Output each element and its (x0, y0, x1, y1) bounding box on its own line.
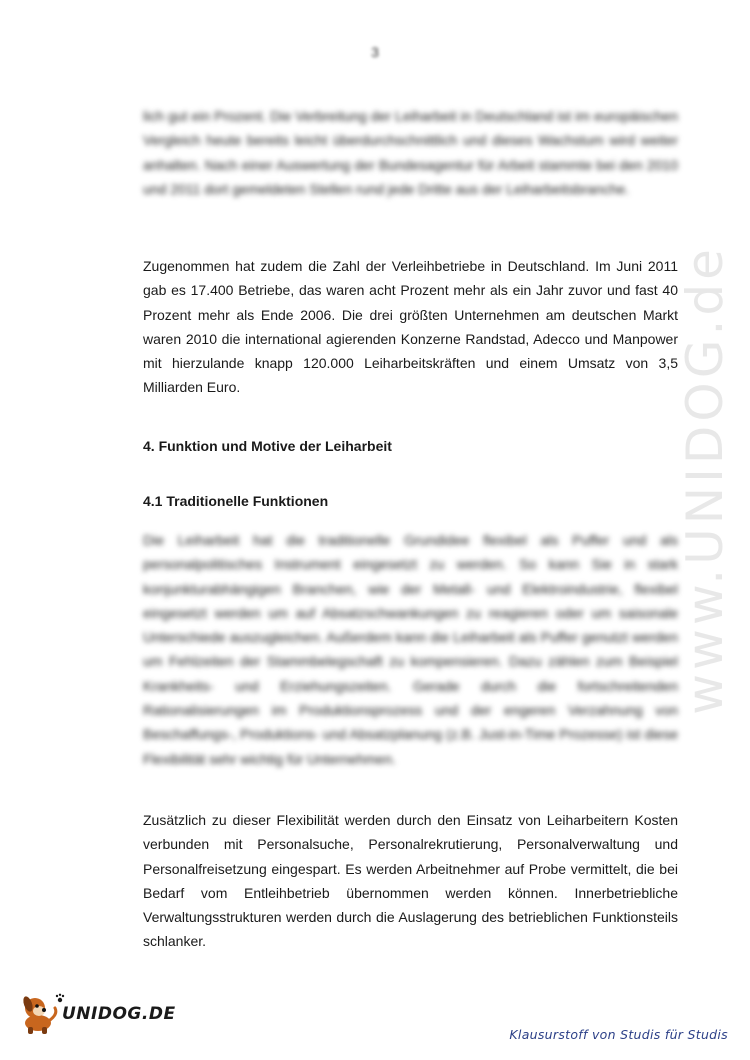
dog-mascot-icon (18, 990, 66, 1035)
logo-text: UNIDOG.DE (62, 1004, 176, 1024)
section-heading-4: 4. Funktion und Motive der Leiharbeit (143, 438, 392, 454)
paragraph-1-blurred: lich gut ein Prozent. Die Verbreitung der Leiharbeit in Deutschland ist im europäischen Vergleich heute bereits leicht überdurchschnittlich und dieses Wachstum wird weiter anhalten. Nach einer Auswertung der Bundesagentur für Arbeit stammte bei den 2010 und 2011 dort gemeldeten Stellen rund jede Dritte aus der Leiharbeitsbranche. (143, 108, 678, 197)
paragraph-2: Zugenommen hat zudem die Zahl der Verleihbetriebe in Deutschland. Im Juni 2011 gab es 17.400 Betriebe, das waren acht Prozent mehr als ein Jahr zuvor und fast 40 Prozent mehr als Ende 2006. Die drei größten Unternehmen am deutschen Markt waren 2010 die international agierenden Konzerne Randstad, Adecco und Manpower mit hierzulande knapp 120.000 Leiharbeitskräften und einem Umsatz von 3,5 Milliarden Euro. (143, 258, 678, 396)
footer-tagline: Klausurstoff von Studis für Studis (509, 1027, 728, 1042)
unidog-logo[interactable] (18, 990, 176, 1035)
section-heading-4-1: 4.1 Traditionelle Funktionen (143, 493, 329, 509)
page-number: 3 (371, 44, 379, 60)
paragraph-3-blurred: Die Leiharbeit hat die traditionelle Grundidee flexibel als Puffer und als personalpolitisches Instrument eingesetzt zu werden. So kann Sie in stark konjunkturabhängigen Branchen, wie der Metall- und Elektroindustrie, flexibel eingesetzt werden um auf Absatzschwankungen zu reagieren oder um saisonale Unterschiede auszugleichen. Außerdem kann die Leiharbeit als Puffer genutzt werden um Fehlzeiten der Stammbelegschaft zu kompensieren. Dazu zählen zum Beispiel Krankheits- und Erziehungszeiten. Gerade durch die fortschreitenden Rationalisierungen im Produktionsprozess und der engeren Verzahnung von Beschaffungs-, Produktions- und Absatzplanung (z.B. Just-in-Time Prozesse) ist diese Flexibilität sehr wichtig für Unternehmen. (143, 532, 678, 767)
paragraph-4: Zusätzlich zu dieser Flexibilität werden durch den Einsatz von Leiharbeitern Kosten verbunden mit Personalsuche, Personalrekrutierung, Personalverwaltung und Personalfreisetzung eingespart. Es werden Arbeitnehmer auf Probe vermittelt, die bei Bedarf vom Entleihbetrieb übernommen werden können. Innerbetriebliche Verwaltungsstrukturen werden durch die Auslagerung des betrieblichen Funktionsteils schlanker. (143, 812, 678, 950)
watermark-text: www.UNIDOG.de (676, 245, 734, 715)
